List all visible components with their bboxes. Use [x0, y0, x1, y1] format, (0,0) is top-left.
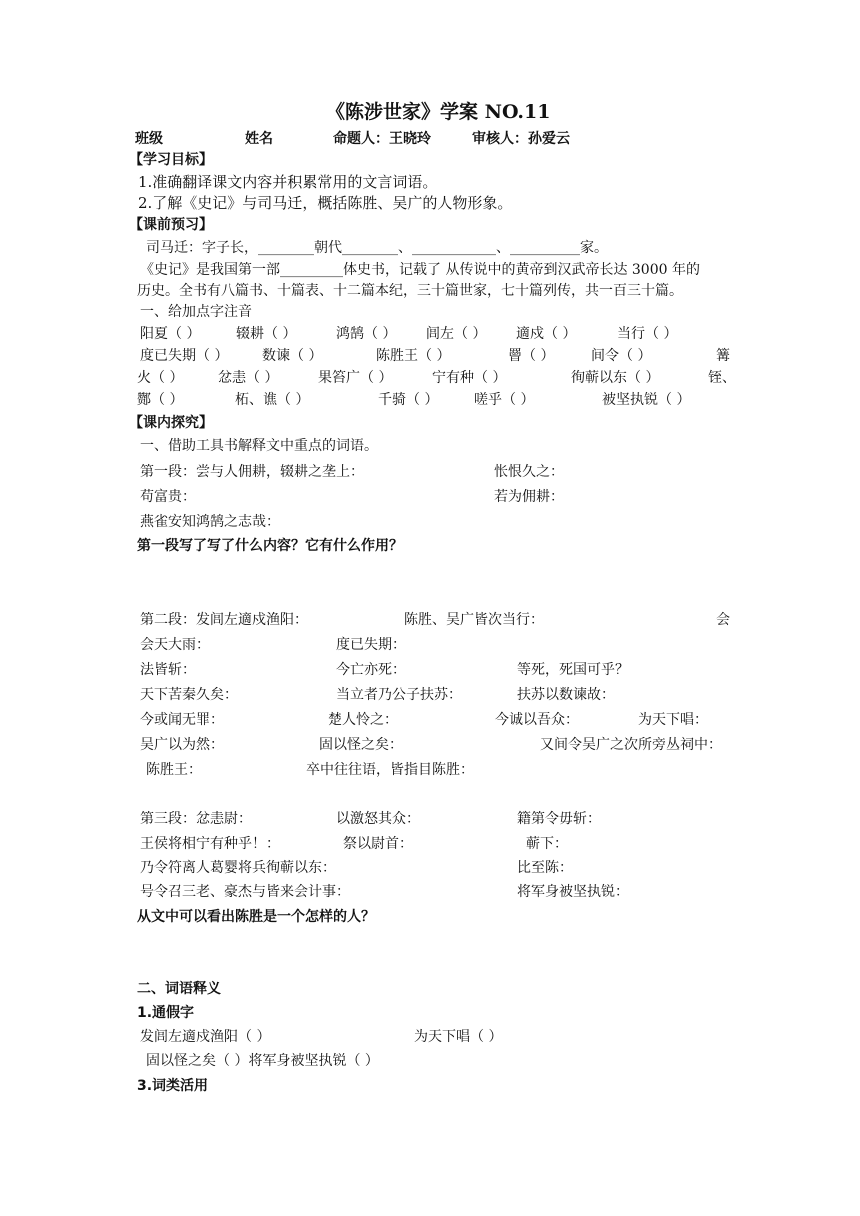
para2-term: 第二段：发闾左適戍渔阳：	[140, 612, 308, 628]
pinyin-item: 度已失期（ ）	[140, 348, 229, 364]
para1-term: 怅恨久之：	[494, 464, 564, 480]
pinyin-item: 辍耕（ ）	[236, 326, 297, 342]
inclass-subheading: 一、借助工具书解释文中重点的词语。	[140, 438, 378, 454]
class-label: 班级	[135, 131, 163, 147]
para1-term: 若为佣耕：	[494, 489, 564, 505]
pinyin-item: 千骑（ ）	[378, 392, 439, 408]
para2-term: 度已失期：	[336, 637, 406, 653]
para2-term: 陈胜王：	[146, 762, 202, 778]
pinyin-item: 闾左（ ）	[426, 326, 487, 342]
para3-term: 号令召三老、豪杰与皆来会计事：	[140, 884, 350, 900]
shiji-line: 历史。全书有八篇书、十篇表、十二篇本纪，三十篇世家，七十篇列传，共一百三十篇。	[137, 283, 683, 299]
para2-term: 今诚以吾众：	[495, 712, 579, 728]
para2-term: 又间令吴广之次所旁丛祠中：	[540, 737, 722, 753]
para2-term: 为天下唱：	[638, 712, 708, 728]
para2-term: 楚人怜之：	[328, 712, 398, 728]
para2-term: 卒中往往语，皆指目陈胜：	[306, 762, 474, 778]
pinyin-item: 间令（ ）	[591, 348, 652, 364]
para2-term: 会	[716, 612, 730, 628]
vocab-heading: 二、词语释义	[137, 981, 221, 997]
reviewer-label: 审核人：孙爱云	[472, 131, 570, 147]
name-label: 姓名	[245, 131, 273, 147]
pinyin-item: 徇蕲以东（ ）	[571, 370, 660, 386]
goal-item: 1.准确翻译课文内容并积累常用的文言词语。	[138, 173, 438, 191]
para3-term: 以激怒其众：	[336, 811, 420, 827]
pinyin-item: 宁有种（ ）	[432, 370, 507, 386]
question-para1: 第一段写了写了什么内容？它有什么作用？	[137, 538, 403, 554]
para2-term: 等死，死国可乎？	[517, 662, 629, 678]
goal-item: 2.了解《史记》与司马迁，概括陈胜、吴广的人物形象。	[138, 194, 513, 212]
pinyin-item: 柘、谯（ ）	[235, 392, 310, 408]
shiji-line: 《史记》是我国第一部_________体史书，记载了 从传说中的黄帝到汉武帝长达 3000 年的	[140, 262, 700, 278]
vocab-item: 为天下唱（ ）	[414, 1029, 503, 1045]
pinyin-item: 忿恚（ ）	[218, 370, 279, 386]
pinyin-item: 篝	[716, 348, 730, 364]
para2-term: 天下苦秦久矣：	[140, 687, 238, 703]
pinyin-item: 鸿鹄（ ）	[336, 326, 397, 342]
pinyin-item: 酂（ ）	[137, 392, 184, 408]
question-character: 从文中可以看出陈胜是一个怎样的人？	[137, 909, 375, 925]
para3-term: 籍第令毋斩：	[517, 811, 601, 827]
author-label: 命题人：王晓玲	[333, 131, 431, 147]
para2-term: 陈胜、吴广皆次当行：	[404, 612, 544, 628]
vocab-item: 固以怪之矣（ ）将军身被坚执锐（ ）	[146, 1053, 379, 1069]
para3-term: 将军身被坚执锐：	[517, 884, 629, 900]
pinyin-heading: 一、给加点字注音	[140, 304, 252, 320]
pinyin-item: 铚、	[708, 370, 736, 386]
vocab-sub-tongjia: 1.通假字	[137, 1005, 195, 1021]
preview-heading: 【课前预习】	[129, 217, 213, 233]
vocab-item: 发闾左適戍渔阳（ ）	[140, 1029, 271, 1045]
para1-term: 燕雀安知鸿鹄之志哉：	[140, 514, 280, 530]
para2-term: 固以怪之矣：	[319, 737, 403, 753]
pinyin-item: 阳夏（ ）	[140, 326, 201, 342]
para1-term: 第一段：尝与人佣耕，辍耕之垄上：	[140, 464, 364, 480]
para2-term: 会天大雨：	[140, 637, 210, 653]
inclass-heading: 【课内探究】	[129, 415, 213, 431]
para2-term: 法皆斩：	[140, 662, 196, 678]
pinyin-item: 罾（ ）	[508, 348, 555, 364]
pinyin-item: 陈胜王（ ）	[376, 348, 451, 364]
para2-term: 吴广以为然：	[140, 737, 224, 753]
para2-term: 今或闻无罪：	[140, 712, 224, 728]
pinyin-item: 適戍（ ）	[516, 326, 577, 342]
page-title: 《陈涉世家》学案 NO.11	[326, 101, 551, 123]
vocab-sub-cileihuoyong: 3.词类活用	[137, 1078, 209, 1094]
pinyin-item: 被坚执锐（ ）	[602, 392, 691, 408]
para3-term: 第三段：忿恚尉：	[140, 811, 252, 827]
para2-term: 当立者乃公子扶苏：	[336, 687, 462, 703]
para2-term: 今亡亦死：	[336, 662, 406, 678]
pinyin-item: 嗟乎（ ）	[474, 392, 535, 408]
para2-term: 扶苏以数谏故：	[517, 687, 615, 703]
para3-term: 乃令符离人葛婴将兵徇蕲以东：	[140, 860, 336, 876]
pinyin-item: 数谏（ ）	[262, 348, 323, 364]
para1-term: 苟富贵：	[140, 489, 196, 505]
para3-term: 蕲下：	[526, 836, 568, 852]
para3-term: 祭以尉首：	[343, 836, 413, 852]
sima-qian-line: 司马迁：字子长，________朝代________、____________、__________家。	[146, 240, 608, 256]
pinyin-item: 果笞广（ ）	[318, 370, 393, 386]
pinyin-item: 当行（ ）	[617, 326, 678, 342]
para3-term: 比至陈：	[517, 860, 573, 876]
para3-term: 王侯将相宁有种乎！：	[140, 836, 280, 852]
goals-heading: 【学习目标】	[129, 152, 213, 168]
pinyin-item: 火（ ）	[137, 370, 184, 386]
